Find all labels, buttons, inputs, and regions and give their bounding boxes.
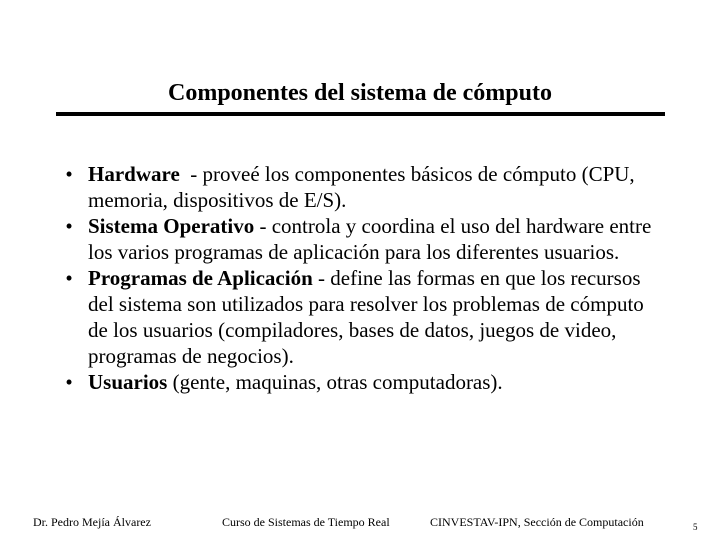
bullet-term: Programas de Aplicación bbox=[88, 266, 313, 290]
bullet-icon: • bbox=[65, 370, 73, 394]
footer-course: Curso de Sistemas de Tiempo Real bbox=[222, 515, 390, 529]
page-number: 5 bbox=[693, 522, 698, 532]
bullet-text: - proveé los componentes básicos de cómputo (CPU, memoria, dispositivos de E/S). bbox=[88, 162, 640, 212]
bullet-term: Usuarios bbox=[88, 370, 168, 394]
bullet-text: (gente, maquinas, otras computadoras). bbox=[167, 370, 503, 394]
bullet-term: Sistema Operativo bbox=[88, 214, 255, 238]
bullet-item-sistema-operativo bbox=[58, 213, 668, 265]
bullet-item-usuarios bbox=[58, 369, 668, 395]
bullet-list bbox=[58, 161, 668, 395]
bullet-text: - controla y coordina el uso del hardware entre los varios programas de aplicación para los diferentes usuarios. bbox=[88, 214, 652, 264]
footer-author: Dr. Pedro Mejía Álvarez bbox=[33, 515, 151, 529]
bullet-icon: • bbox=[65, 162, 73, 186]
bullet-icon: • bbox=[65, 266, 73, 290]
footer-institution: CINVESTAV-IPN, Sección de Computación bbox=[430, 515, 644, 529]
bullet-item-programas-aplicacion bbox=[58, 265, 668, 369]
bullet-item-hardware bbox=[58, 161, 668, 213]
bullet-text: - define las formas en que los recursos del sistema son utilizados para resolver los problemas de cómputo de los usuarios (compiladores, bases de datos, juegos de video, programas de negocios). bbox=[88, 266, 644, 368]
bullet-term: Hardware bbox=[88, 162, 180, 186]
slide-title: Componentes del sistema de cómputo bbox=[168, 80, 552, 106]
bullet-icon: • bbox=[65, 214, 73, 238]
title-underline bbox=[56, 112, 665, 116]
